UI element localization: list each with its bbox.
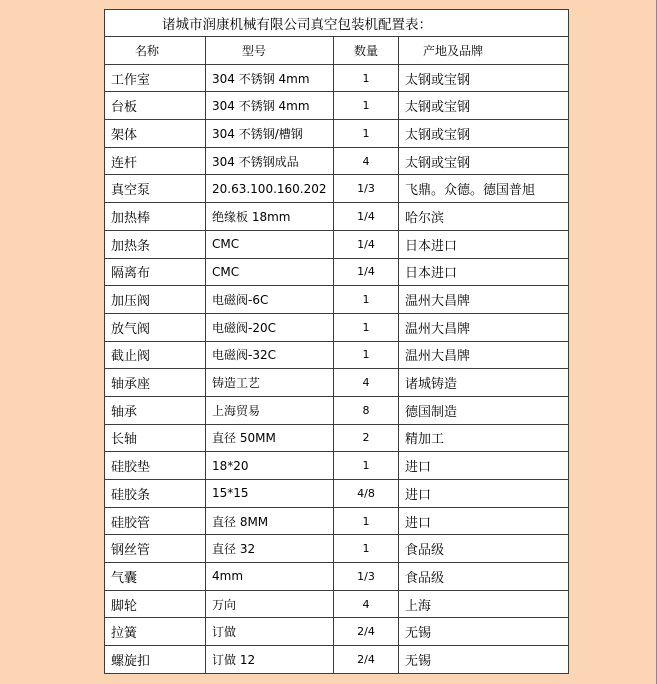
cell-name: 台板 xyxy=(105,92,206,120)
cell-brand: 太钢或宝钢 xyxy=(399,147,569,175)
table-row xyxy=(105,258,569,286)
config-table xyxy=(104,9,569,674)
cell-name: 加压阀 xyxy=(105,286,206,314)
cell-brand: 无锡 xyxy=(399,618,569,646)
cell-qty: 1 xyxy=(334,313,399,341)
cell-qty: 1/4 xyxy=(334,258,399,286)
cell-name: 轴承座 xyxy=(105,369,206,397)
header-row xyxy=(105,37,569,65)
cell-name: 隔离布 xyxy=(105,258,206,286)
cell-name: 连杆 xyxy=(105,147,206,175)
table-row xyxy=(105,563,569,591)
table-row xyxy=(105,424,569,452)
title-row xyxy=(105,10,569,37)
cell-qty: 1 xyxy=(334,452,399,480)
cell-model: 订做 12 xyxy=(206,646,334,674)
cell-qty: 1 xyxy=(334,341,399,369)
table-row xyxy=(105,147,569,175)
cell-name: 硅胶管 xyxy=(105,507,206,535)
cell-qty: 4 xyxy=(334,369,399,397)
cell-name: 硅胶垫 xyxy=(105,452,206,480)
cell-qty: 1/4 xyxy=(334,230,399,258)
cell-name: 截止阀 xyxy=(105,341,206,369)
cell-model: 直径 32 xyxy=(206,535,334,563)
header-name: 名称 xyxy=(105,37,206,65)
cell-model: 304 不锈钢成品 xyxy=(206,147,334,175)
cell-brand: 太钢或宝钢 xyxy=(399,64,569,92)
table-row xyxy=(105,120,569,148)
cell-brand: 温州大昌牌 xyxy=(399,313,569,341)
cell-brand: 日本进口 xyxy=(399,230,569,258)
cell-name: 加热棒 xyxy=(105,203,206,231)
cell-name: 加热条 xyxy=(105,230,206,258)
cell-model: 304 不锈钢 4mm xyxy=(206,92,334,120)
table-row xyxy=(105,618,569,646)
cell-name: 螺旋扣 xyxy=(105,646,206,674)
cell-model: 铸造工艺 xyxy=(206,369,334,397)
table-row xyxy=(105,64,569,92)
cell-name: 脚轮 xyxy=(105,590,206,618)
cell-name: 放气阀 xyxy=(105,313,206,341)
header-model: 型号 xyxy=(206,37,334,65)
cell-qty: 4 xyxy=(334,590,399,618)
cell-qty: 2/4 xyxy=(334,618,399,646)
cell-model: 上海贸易 xyxy=(206,396,334,424)
cell-qty: 1/3 xyxy=(334,563,399,591)
cell-brand: 进口 xyxy=(399,480,569,508)
table-row xyxy=(105,92,569,120)
cell-brand: 食品级 xyxy=(399,535,569,563)
table-row xyxy=(105,480,569,508)
cell-qty: 1 xyxy=(334,92,399,120)
cell-brand: 日本进口 xyxy=(399,258,569,286)
cell-qty: 2 xyxy=(334,424,399,452)
cell-name: 硅胶条 xyxy=(105,480,206,508)
cell-model: 20.63.100.160.202 xyxy=(206,175,334,203)
cell-brand: 进口 xyxy=(399,507,569,535)
cell-name: 轴承 xyxy=(105,396,206,424)
table-row xyxy=(105,396,569,424)
header-qty: 数量 xyxy=(334,37,399,65)
cell-brand: 飞鼎。众德。德国普旭 xyxy=(399,175,569,203)
cell-name: 气囊 xyxy=(105,563,206,591)
cell-qty: 1 xyxy=(334,507,399,535)
table-row xyxy=(105,646,569,674)
cell-qty: 4/8 xyxy=(334,480,399,508)
header-brand: 产地及品牌 xyxy=(399,37,569,65)
table-row xyxy=(105,369,569,397)
cell-name: 工作室 xyxy=(105,64,206,92)
cell-model: 绝缘板 18mm xyxy=(206,203,334,231)
cell-brand: 食品级 xyxy=(399,563,569,591)
cell-brand: 无锡 xyxy=(399,646,569,674)
table-row xyxy=(105,203,569,231)
cell-name: 钢丝管 xyxy=(105,535,206,563)
cell-qty: 1 xyxy=(334,286,399,314)
table-row xyxy=(105,313,569,341)
cell-brand: 上海 xyxy=(399,590,569,618)
cell-qty: 1 xyxy=(334,64,399,92)
cell-name: 长轴 xyxy=(105,424,206,452)
cell-qty: 4 xyxy=(334,147,399,175)
cell-model: CMC xyxy=(206,230,334,258)
cell-qty: 2/4 xyxy=(334,646,399,674)
cell-brand: 温州大昌牌 xyxy=(399,341,569,369)
cell-model: CMC xyxy=(206,258,334,286)
table-row xyxy=(105,175,569,203)
table-row xyxy=(105,507,569,535)
cell-brand: 哈尔滨 xyxy=(399,203,569,231)
table-title: 诸城市润康机械有限公司真空包装机配置表： xyxy=(105,10,569,37)
cell-brand: 太钢或宝钢 xyxy=(399,120,569,148)
table-row xyxy=(105,341,569,369)
table-row xyxy=(105,230,569,258)
cell-brand: 精加工 xyxy=(399,424,569,452)
table-row xyxy=(105,452,569,480)
cell-model: 电磁阀-20C xyxy=(206,313,334,341)
cell-qty: 8 xyxy=(334,396,399,424)
cell-model: 订做 xyxy=(206,618,334,646)
cell-brand: 温州大昌牌 xyxy=(399,286,569,314)
cell-model: 万向 xyxy=(206,590,334,618)
cell-model: 15*15 xyxy=(206,480,334,508)
cell-model: 电磁阀-32C xyxy=(206,341,334,369)
cell-brand: 进口 xyxy=(399,452,569,480)
cell-model: 4mm xyxy=(206,563,334,591)
cell-qty: 1 xyxy=(334,120,399,148)
cell-brand: 德国制造 xyxy=(399,396,569,424)
cell-model: 直径 50MM xyxy=(206,424,334,452)
table-row xyxy=(105,286,569,314)
cell-qty: 1/4 xyxy=(334,203,399,231)
cell-brand: 诸城铸造 xyxy=(399,369,569,397)
cell-model: 直径 8MM xyxy=(206,507,334,535)
cell-qty: 1 xyxy=(334,535,399,563)
cell-name: 拉簧 xyxy=(105,618,206,646)
cell-model: 304 不锈钢/槽钢 xyxy=(206,120,334,148)
cell-model: 电磁阀-6C xyxy=(206,286,334,314)
cell-qty: 1/3 xyxy=(334,175,399,203)
table-row xyxy=(105,535,569,563)
cell-model: 304 不锈钢 4mm xyxy=(206,64,334,92)
cell-name: 架体 xyxy=(105,120,206,148)
cell-brand: 太钢或宝钢 xyxy=(399,92,569,120)
cell-model: 18*20 xyxy=(206,452,334,480)
table-row xyxy=(105,590,569,618)
cell-name: 真空泵 xyxy=(105,175,206,203)
